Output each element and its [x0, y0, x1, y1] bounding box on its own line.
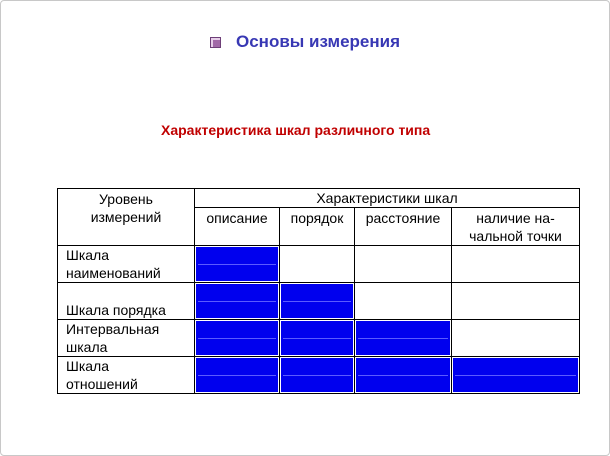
column-header-origin-line1: наличие на- — [476, 210, 555, 226]
filled-block — [196, 247, 278, 281]
row-label-line1: Шкала — [66, 358, 110, 374]
filled-cell — [280, 283, 355, 320]
slide-heading — [210, 32, 400, 52]
filled-cell — [195, 320, 280, 357]
square-bullet-icon — [210, 37, 221, 48]
filled-block — [281, 321, 353, 355]
table-row — [58, 246, 580, 283]
filled-cell — [280, 320, 355, 357]
level-header-line1: Уровень — [99, 191, 153, 207]
filled-block — [356, 321, 450, 355]
row-label — [58, 283, 195, 320]
column-header-order: порядок — [280, 208, 355, 246]
level-header — [58, 189, 195, 246]
row-label — [58, 357, 195, 394]
row-label-line2: Шкала порядка — [66, 302, 166, 318]
row-label-line2: шкала — [66, 339, 108, 355]
filled-block — [281, 358, 353, 392]
filled-cell — [195, 246, 280, 283]
scales-table — [57, 188, 580, 394]
column-header-origin-line2: чальной точки — [469, 228, 562, 244]
filled-block — [281, 284, 353, 318]
filled-cell — [355, 357, 452, 394]
column-header-description: описание — [195, 208, 280, 246]
filled-block — [356, 358, 450, 392]
empty-cell — [280, 246, 355, 283]
characteristics-header: Характеристики шкал — [195, 189, 580, 208]
empty-cell — [452, 246, 580, 283]
level-header-line2: измерений — [90, 209, 162, 225]
empty-cell — [355, 246, 452, 283]
row-label-line1 — [66, 283, 194, 301]
heading-text: Основы измерения — [236, 32, 401, 51]
column-header-distance: расстояние — [355, 208, 452, 246]
row-label — [58, 246, 195, 283]
filled-cell — [195, 357, 280, 394]
table-title: Характеристика шкал различного типа — [161, 122, 431, 138]
filled-cell — [452, 357, 580, 394]
table-row — [58, 320, 580, 357]
filled-block — [196, 321, 278, 355]
empty-cell — [452, 283, 580, 320]
row-label-line2: наименований — [66, 265, 161, 281]
empty-cell — [452, 320, 580, 357]
row-label-line1: Интервальная — [66, 321, 160, 337]
filled-cell — [280, 357, 355, 394]
filled-block — [196, 358, 278, 392]
row-label-line2: отношений — [66, 376, 138, 392]
empty-cell — [355, 283, 452, 320]
filled-cell — [355, 320, 452, 357]
filled-cell — [195, 283, 280, 320]
filled-block — [453, 358, 578, 392]
column-header-origin — [452, 208, 580, 246]
row-label-line1: Шкала — [66, 247, 110, 263]
filled-block — [196, 284, 278, 318]
table-row — [58, 283, 580, 320]
table-row — [58, 357, 580, 394]
row-label — [58, 320, 195, 357]
